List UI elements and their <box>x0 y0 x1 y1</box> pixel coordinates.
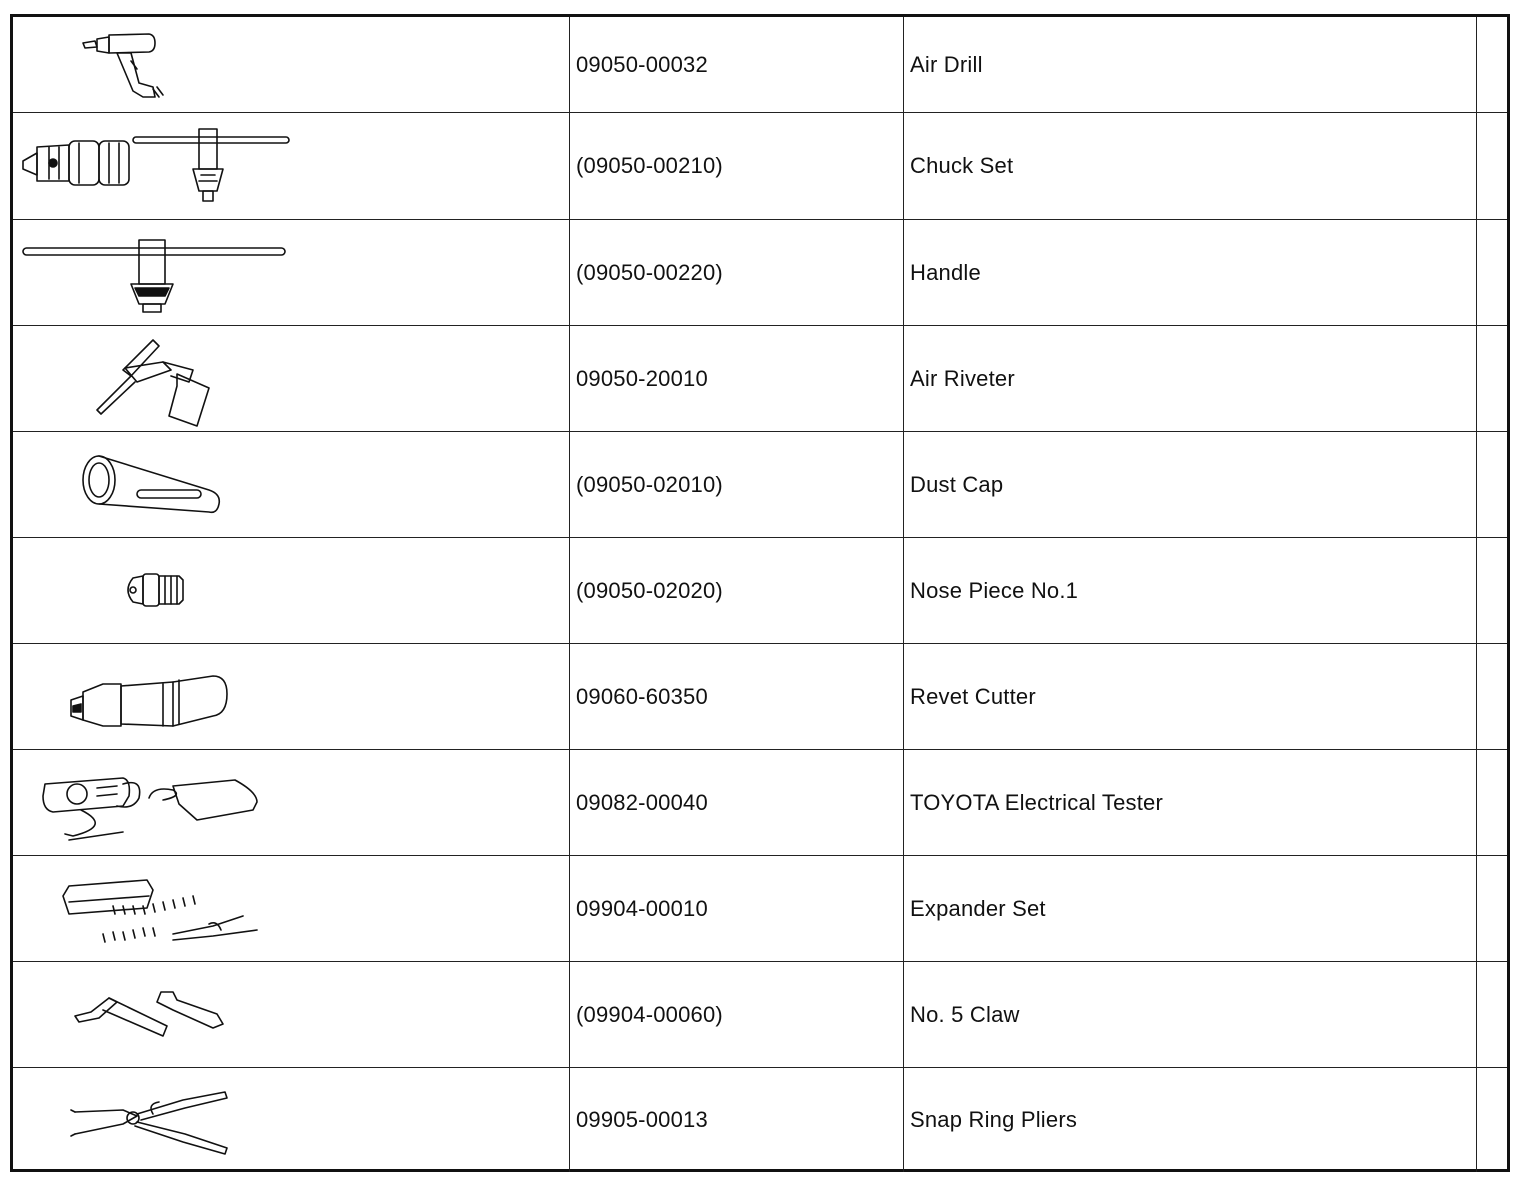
tool-name: Revet Cutter <box>910 683 1036 709</box>
tool-name: Nose Piece No.1 <box>910 577 1079 603</box>
tool-name: Snap Ring Pliers <box>910 1107 1078 1132</box>
extra-cell <box>1477 856 1510 961</box>
tool-image-cell <box>13 750 570 855</box>
tool-name: Dust Cap <box>910 471 1004 497</box>
tool-name-cell <box>904 538 1477 643</box>
claw-icon <box>13 962 569 1068</box>
tool-name: Expander Set <box>910 895 1046 921</box>
part-number: 09050-00032 <box>576 51 708 77</box>
tool-name-cell <box>904 644 1477 749</box>
tool-image-cell <box>13 856 570 961</box>
tool-name-cell <box>904 432 1477 537</box>
table-row <box>13 17 1507 113</box>
electrical-tester-icon <box>13 750 569 856</box>
part-number: (09904-00060) <box>576 1001 723 1027</box>
extra-cell <box>1477 644 1510 749</box>
dust-cap-icon <box>13 432 569 538</box>
tool-image-cell <box>13 113 570 219</box>
tool-image-cell <box>13 962 570 1067</box>
part-number-cell <box>570 1068 904 1172</box>
extra-cell <box>1477 962 1510 1067</box>
part-number: 09060-60350 <box>576 683 708 709</box>
tool-name-cell <box>904 750 1477 855</box>
chuck-key-handle-icon <box>13 220 569 326</box>
air-riveter-icon <box>13 326 569 432</box>
extra-cell <box>1477 750 1510 855</box>
chuck-set-icon <box>13 113 569 220</box>
extra-cell <box>1477 17 1510 112</box>
tool-name-cell <box>904 856 1477 961</box>
part-number: (09050-02020) <box>576 577 723 603</box>
table-row <box>13 644 1507 750</box>
tool-name: Handle <box>910 259 981 285</box>
tool-image-cell <box>13 220 570 325</box>
tool-name-cell <box>904 17 1477 112</box>
table-row <box>13 432 1507 538</box>
snap-ring-pliers-icon <box>13 1068 569 1172</box>
part-number-cell <box>570 750 904 855</box>
part-number-cell <box>570 220 904 325</box>
part-number-cell <box>570 644 904 749</box>
part-number: 09905-00013 <box>576 1107 708 1132</box>
tool-name: Air Drill <box>910 51 983 77</box>
table-row <box>13 538 1507 644</box>
tool-name-cell <box>904 220 1477 325</box>
tool-name-cell <box>904 962 1477 1067</box>
part-number: 09082-00040 <box>576 789 708 815</box>
part-number-cell <box>570 538 904 643</box>
tool-image-cell <box>13 326 570 431</box>
tool-image-cell <box>13 538 570 643</box>
nose-piece-icon <box>13 538 569 644</box>
table-row <box>13 962 1507 1068</box>
extra-cell <box>1477 538 1510 643</box>
table-row <box>13 220 1507 326</box>
tool-image-cell <box>13 644 570 749</box>
tool-table <box>10 14 1510 1172</box>
tool-name: Chuck Set <box>910 153 1014 178</box>
part-number: (09050-02010) <box>576 471 723 497</box>
tool-name-cell <box>904 326 1477 431</box>
table-row <box>13 1068 1507 1172</box>
tool-image-cell <box>13 17 570 112</box>
part-number-cell <box>570 856 904 961</box>
tool-name-cell <box>904 113 1477 219</box>
tool-name-cell <box>904 1068 1477 1172</box>
tool-image-cell <box>13 432 570 537</box>
table-row <box>13 856 1507 962</box>
extra-cell <box>1477 326 1510 431</box>
part-number-cell <box>570 432 904 537</box>
extra-cell <box>1477 1068 1510 1172</box>
table-row <box>13 326 1507 432</box>
part-number-cell <box>570 326 904 431</box>
part-number: (09050-00220) <box>576 259 723 285</box>
part-number-cell <box>570 962 904 1067</box>
tool-name: Air Riveter <box>910 365 1015 391</box>
table-row <box>13 113 1507 220</box>
tool-image-cell <box>13 1068 570 1172</box>
tool-name: TOYOTA Electrical Tester <box>910 789 1163 815</box>
air-drill-icon <box>13 17 569 113</box>
part-number-cell <box>570 17 904 112</box>
part-number: 09904-00010 <box>576 895 708 921</box>
part-number: (09050-00210) <box>576 153 723 178</box>
part-number: 09050-20010 <box>576 365 708 391</box>
extra-cell <box>1477 113 1510 219</box>
tool-name: No. 5 Claw <box>910 1001 1020 1027</box>
table-row <box>13 750 1507 856</box>
extra-cell <box>1477 432 1510 537</box>
part-number-cell <box>570 113 904 219</box>
extra-cell <box>1477 220 1510 325</box>
expander-set-icon <box>13 856 569 962</box>
rivet-cutter-icon <box>13 644 569 750</box>
